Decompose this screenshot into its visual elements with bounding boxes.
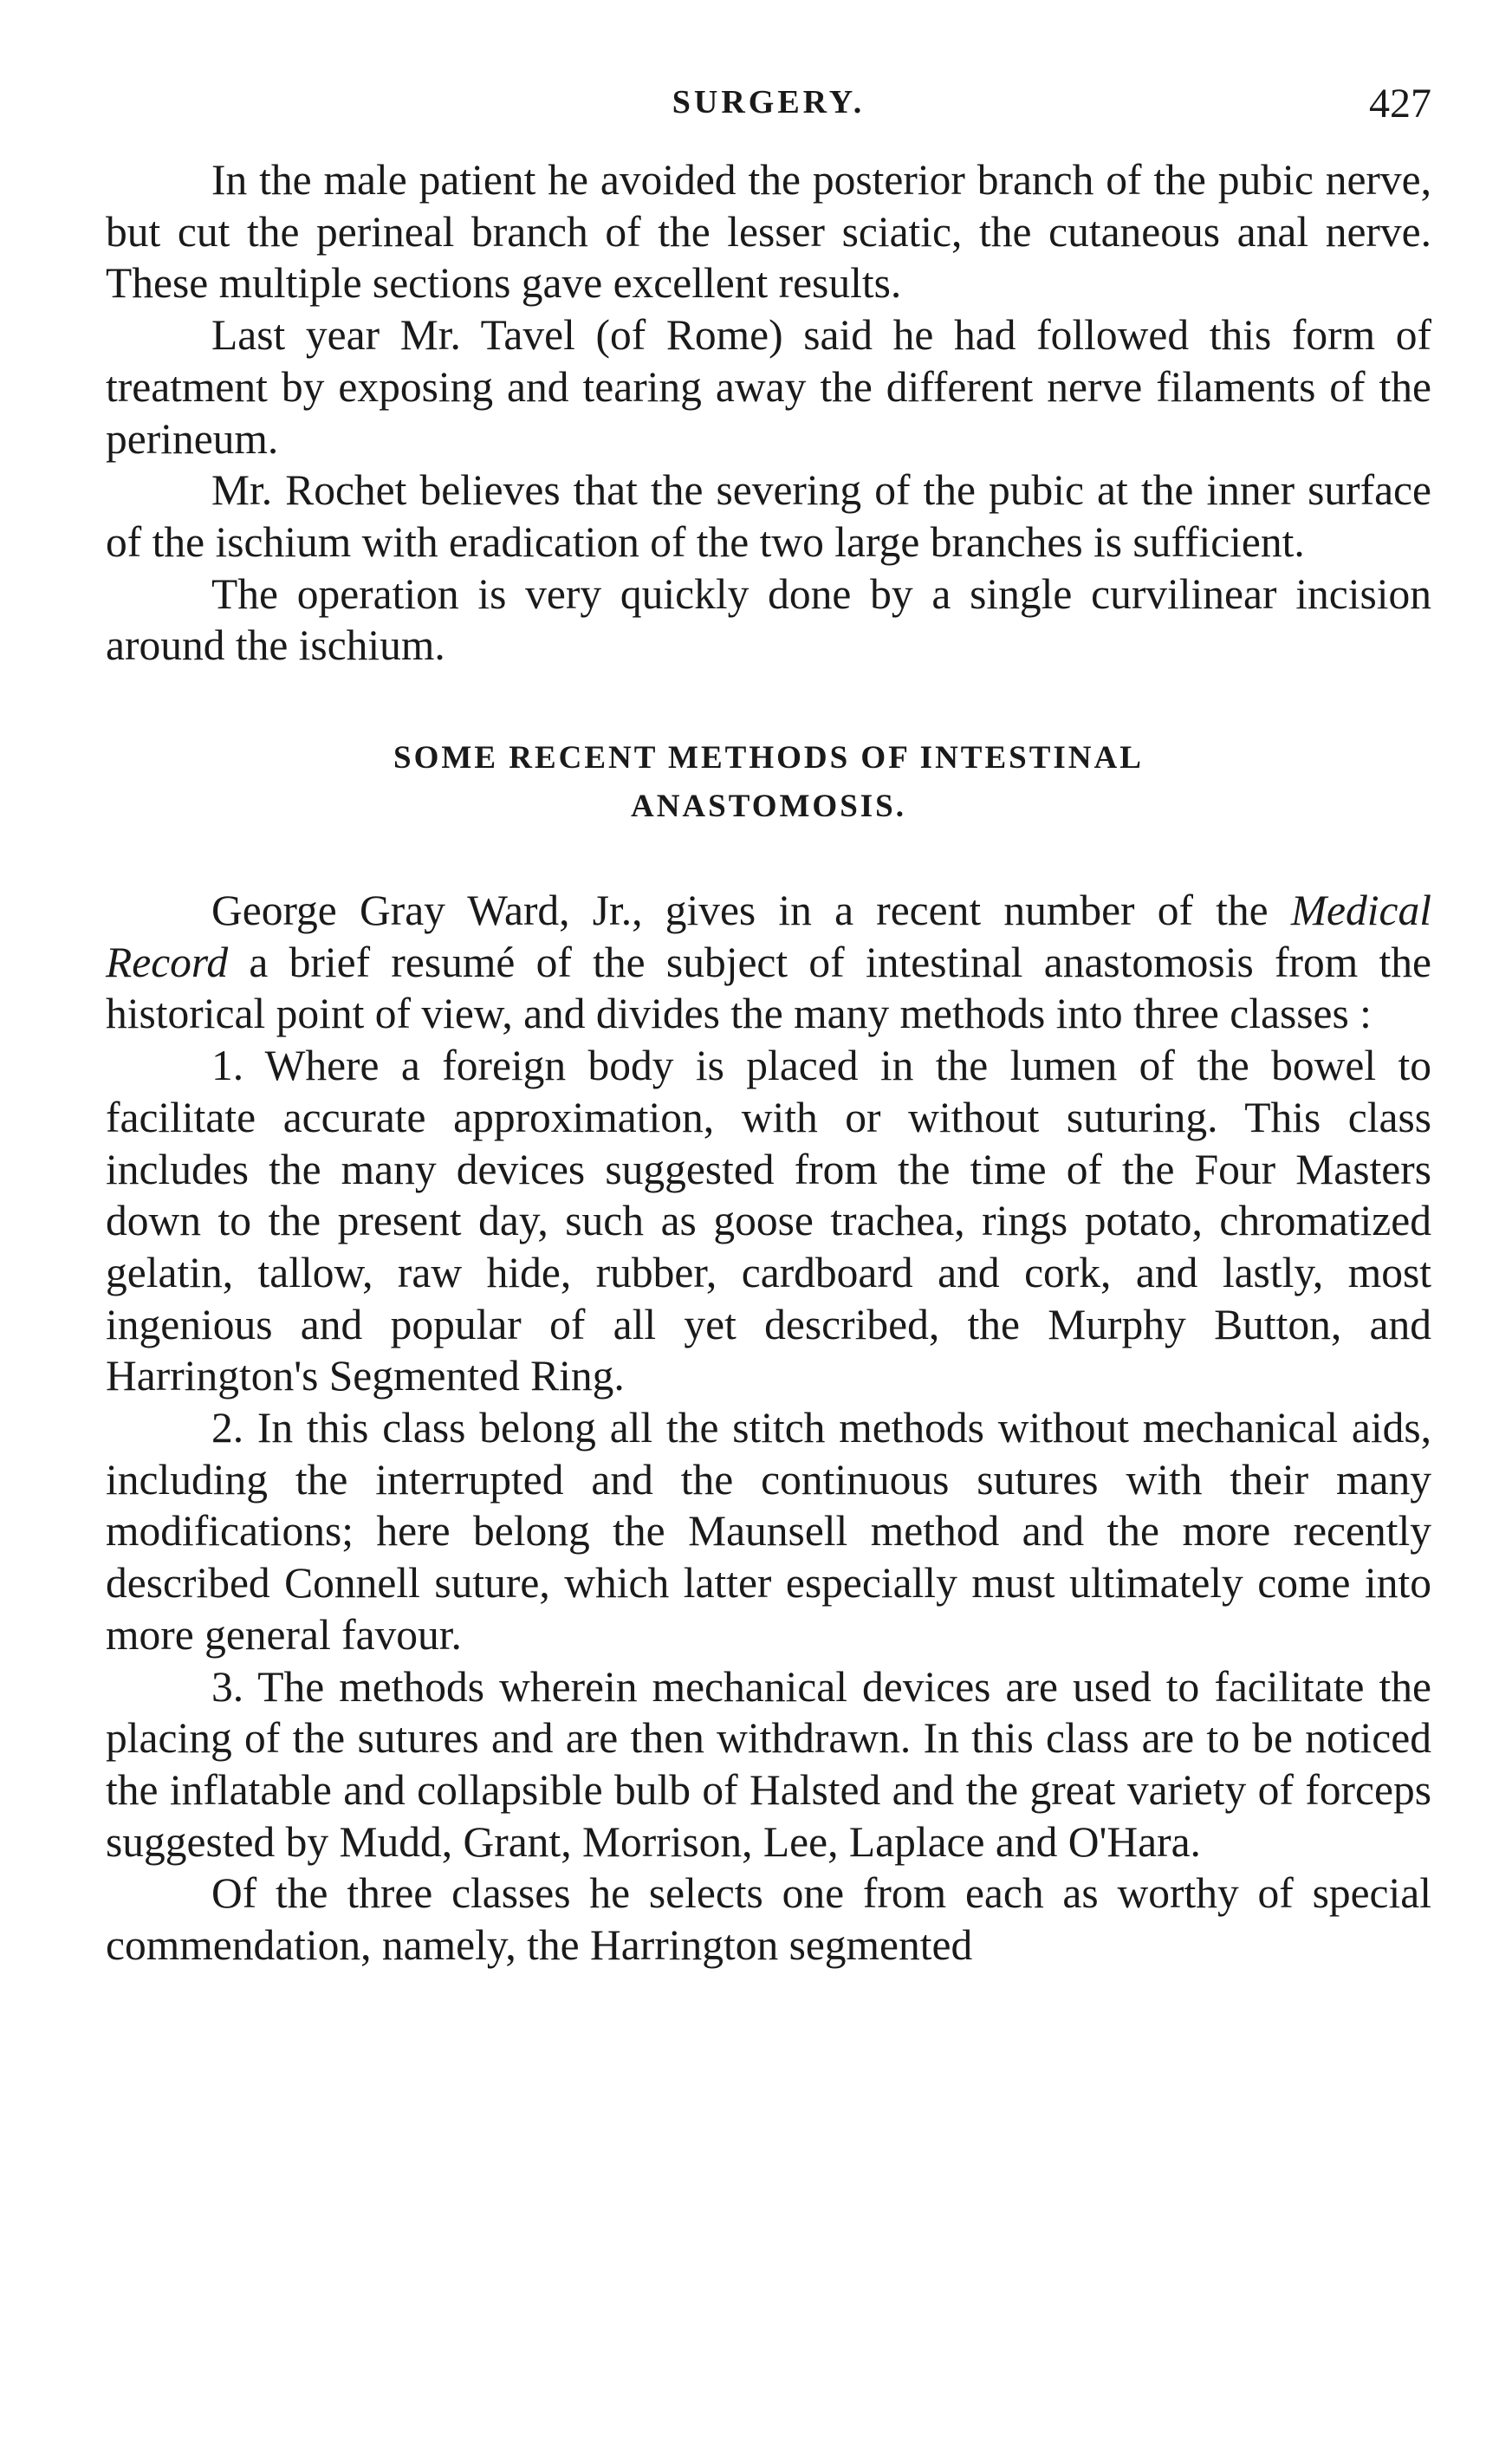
- paragraph-rochet: Mr. Rochet believes that the severing of the pubic at the inner surface of the ischium with eradication of the two large branches is sufficient.: [106, 466, 1431, 566]
- section-heading-line-1: SOME RECENT METHODS OF INTESTINAL: [393, 740, 1144, 776]
- intro-rest: a brief resumé of the subject of intestinal anastomosis from the historical point of view, and divides the many methods into three classes :: [106, 938, 1431, 1038]
- continued-text: [106, 154, 1431, 672]
- paragraph-class-2: 2. In this class belong all the stitch methods without mechanical aids, including the interrupted and the continuous sutures with their many modifications; here belong the Maunsell method and the more recently described Connell suture, which latter especially must ultimately come into more general favour.: [106, 1404, 1431, 1659]
- page-number: 427: [1369, 81, 1431, 127]
- paragraph-tavel: Last year Mr. Tavel (of Rome) said he had followed this form of treatment by exposing and tearing away the different nerve filaments of the perineum.: [106, 311, 1431, 463]
- article-text: [106, 885, 1431, 1972]
- section-heading-line-2: ANASTOMOSIS.: [630, 789, 907, 825]
- paragraph-intro: [106, 885, 1431, 1040]
- paragraph-class-3: 3. The methods wherein mechanical devices are used to facilitate the placing of the sutures and are then withdrawn. In this class are to be noticed the inflatable and collapsible bulb of Halsted and the great variety of forceps suggested by Mudd, Grant, Morrison, Lee, Laplace and O'Hara.: [106, 1662, 1431, 1866]
- paragraph-operation: The operation is very quickly done by a single curvilinear incision around the ischium.: [106, 569, 1431, 670]
- section-heading: [106, 734, 1431, 831]
- running-title: SURGERY.: [672, 84, 866, 120]
- paragraph-class-1: 1. Where a foreign body is placed in the lumen of the bowel to facilitate accurate approximation, with or without suturing. This class includes the many devices suggested from the time of the Four Masters down to the present day, such as goose trachea, rings potato, chromatized gelatin, tallow, raw hide, rubber, cardboard and cork, and lastly, most ingenious and popular of all yet described, the Murphy Button, and Harrington's Segmented Ring.: [106, 1042, 1431, 1400]
- intro-lead: George Gray Ward, Jr., gives in a recent number of the: [211, 887, 1291, 935]
- paragraph-male-patient: In the male patient he avoided the posterior branch of the pubic nerve, but cut the perineal branch of the lesser sciatic, the cutaneous anal nerve. These multiple sections gave excellent results.: [106, 156, 1431, 308]
- journal-name: Medical Record: [106, 887, 1431, 986]
- paragraph-selection: Of the three classes he selects one from each as worthy of special commendation, namely, the Harrington segmented: [106, 1869, 1431, 1970]
- book-page: [106, 83, 1431, 1972]
- running-head: [106, 83, 1431, 135]
